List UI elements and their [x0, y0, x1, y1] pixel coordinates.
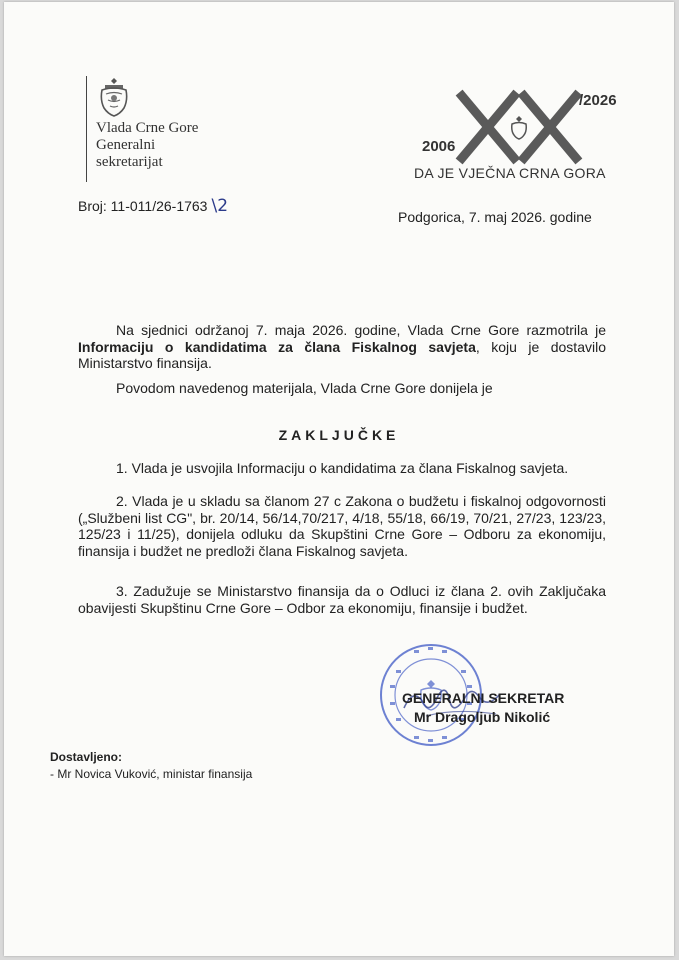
- intro-paragraph: [78, 322, 606, 372]
- place-date: Podgorica, 7. maj 2026. godine: [398, 209, 592, 225]
- jubilee-year-end: /2026: [579, 92, 617, 109]
- conclusions-heading: ZAKLJUČKE: [278, 427, 400, 443]
- conclusion-1: 1. Vlada je usvojila Informaciju o kandidatima za člana Fiskalnog savjeta.: [116, 460, 569, 476]
- header-divider: [86, 76, 87, 182]
- handwritten-suffix: \2: [211, 196, 229, 216]
- intro-bold: Informaciju o kandidatima za člana Fiskalnog savjeta: [78, 338, 476, 355]
- reference-number: [78, 196, 228, 216]
- jubilee-xx-mark: [454, 86, 584, 166]
- intro-part-2: , koju je dostavilo Ministarstvo finansija.: [78, 338, 606, 371]
- intro-part-1: Na sjednici održanoj 7. maja 2026. godine, Vlada Crne Gore razmotrila je: [116, 322, 606, 338]
- distribution-label: Dostavljeno:: [50, 750, 123, 764]
- gov-line-1: Vlada Crne Gore: [96, 120, 199, 136]
- coat-of-arms-icon: [96, 76, 132, 118]
- jubilee-logo: [414, 82, 624, 192]
- distribution-item: - Mr Novica Vuković, ministar finansija: [50, 767, 253, 781]
- jubilee-motto: DA JE VJEČNA CRNA GORA: [414, 165, 606, 181]
- signature-title: GENERALNI SEKRETAR: [402, 690, 565, 706]
- conclusion-2: 2. Vlada je u skladu sa članom 27 c Zakona o budžetu i fiskalnoj odgovornosti („Službeni list CG", br. 20/14, 56/14,70/217, 4/18, 55/18, 66/19, 70/21, 27/23, 123/23, 125/23 i 11/25), donijela odluku da Skupštini Crne Gore – Odboru za ekonomiju, finansija i budžet ne predloži člana Fiskalnog savjeta.: [78, 493, 606, 559]
- povodom-paragraph: Povodom navedenog materijala, Vlada Crne Gore donijela je: [116, 380, 493, 396]
- signature-name: Mr Dragoljub Nikolić: [414, 709, 551, 725]
- gov-line-3: sekretarijat: [96, 154, 163, 170]
- gov-line-2: Generalni: [96, 137, 156, 153]
- document-page: [4, 2, 674, 956]
- jubilee-year-start: 2006: [422, 138, 456, 155]
- conclusion-3: 3. Zadužuje se Ministarstvo finansija da o Odluci iz člana 2. ovih Zaključaka obavijesti Skupštinu Crne Gore – Odbor za ekonomiju, finansije i budžet.: [78, 583, 606, 616]
- government-header: [80, 68, 250, 188]
- reference-number-text: Broj: 11-011/26-1763: [78, 198, 208, 214]
